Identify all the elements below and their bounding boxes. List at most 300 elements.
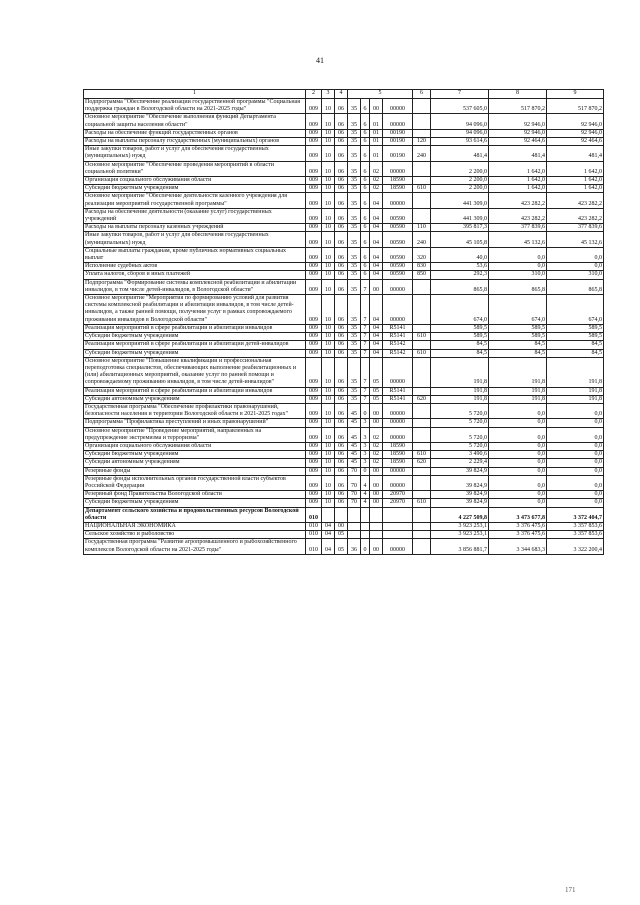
code-subsection-cell: 06 bbox=[335, 224, 348, 232]
code-section-cell: 10 bbox=[322, 419, 335, 427]
amount-2022-cell: 0,0 bbox=[489, 459, 547, 467]
code-section-cell: 10 bbox=[322, 99, 335, 114]
row-name-cell: Организация социального обслуживания области bbox=[84, 442, 306, 450]
code-admin-cell: 009 bbox=[306, 333, 322, 341]
row-name-cell: Субсидии бюджетным учреждениям bbox=[84, 451, 306, 459]
table-row bbox=[84, 114, 604, 129]
code-direction-cell: 18590 bbox=[383, 185, 413, 193]
amount-2022-cell: 481,4 bbox=[489, 146, 547, 161]
code-activity-cell: 04 bbox=[370, 295, 383, 325]
code-subprogram-cell: 6 bbox=[361, 208, 370, 223]
code-subsection-cell: 06 bbox=[335, 295, 348, 325]
row-name-cell: Основное мероприятие "Повышение квалификации и профессиональная переподготовка специалистов, обеспечивающих выполнение реабилитационных и (или) абилитационных мероприятий, оказание услуг по ранней помощи и сопровождаемому проживанию инвалидов, в том числе детей-инвалидов" bbox=[84, 357, 306, 387]
code-admin-cell: 010 bbox=[306, 531, 322, 539]
code-section-cell: 04 bbox=[322, 531, 335, 539]
code-subprogram-cell bbox=[361, 507, 370, 522]
code-direction-cell: R5141 bbox=[383, 324, 413, 332]
amount-2022-cell: 92 464,6 bbox=[489, 138, 547, 146]
table-row bbox=[84, 491, 604, 499]
code-subsection-cell: 06 bbox=[335, 263, 348, 271]
amount-2022-cell: 0,0 bbox=[489, 442, 547, 450]
code-expense-type-cell bbox=[413, 295, 431, 325]
code-direction-cell: 20970 bbox=[383, 499, 413, 507]
code-expense-type-cell: 110 bbox=[413, 224, 431, 232]
column-header: 5 bbox=[348, 90, 413, 99]
amount-2021-cell: 395 817,3 bbox=[431, 224, 489, 232]
code-activity-cell: 02 bbox=[370, 442, 383, 450]
code-activity-cell: 04 bbox=[370, 271, 383, 279]
row-name-cell: Основное мероприятие "Проведение мероприятий, направленных на предупреждение экстремизма и терроризма" bbox=[84, 427, 306, 442]
amount-2023-cell: 92 946,0 bbox=[547, 114, 604, 129]
code-activity-cell: 04 bbox=[370, 324, 383, 332]
code-section-cell: 10 bbox=[322, 403, 335, 418]
column-header: 7 bbox=[431, 90, 489, 99]
amount-2023-cell: 0,0 bbox=[547, 451, 604, 459]
code-subprogram-cell bbox=[361, 522, 370, 530]
code-expense-type-cell: 610 bbox=[413, 349, 431, 357]
amount-2022-cell: 3 376 475,6 bbox=[489, 531, 547, 539]
amount-2023-cell: 481,4 bbox=[547, 146, 604, 161]
code-direction-cell: R5141 bbox=[383, 333, 413, 341]
row-name-cell: Расходы на выплаты персоналу государственных (муниципальных) органов bbox=[84, 138, 306, 146]
code-subsection-cell: 06 bbox=[335, 146, 348, 161]
table-row bbox=[84, 324, 604, 332]
code-activity-cell: 04 bbox=[370, 247, 383, 262]
table-row bbox=[84, 161, 604, 176]
code-direction-cell: 00000 bbox=[383, 467, 413, 475]
code-program-cell: 35 bbox=[348, 324, 361, 332]
amount-2021-cell: 3 923 253,1 bbox=[431, 522, 489, 530]
table-row bbox=[84, 395, 604, 403]
amount-2023-cell: 0,0 bbox=[547, 467, 604, 475]
code-program-cell: 35 bbox=[348, 185, 361, 193]
amount-2021-cell: 537 605,0 bbox=[431, 99, 489, 114]
amount-2022-cell: 191,8 bbox=[489, 387, 547, 395]
code-section-cell bbox=[322, 507, 335, 522]
amount-2023-cell: 0,0 bbox=[547, 475, 604, 490]
code-subprogram-cell: 7 bbox=[361, 295, 370, 325]
code-admin-cell: 009 bbox=[306, 138, 322, 146]
code-section-cell: 10 bbox=[322, 224, 335, 232]
code-activity-cell: 00 bbox=[370, 475, 383, 490]
code-direction-cell: 00590 bbox=[383, 247, 413, 262]
row-name-cell: Субсидии бюджетным учреждениям bbox=[84, 499, 306, 507]
row-name-cell: Иные закупки товаров, работ и услуг для обеспечения государственных (муниципальных) нужд bbox=[84, 232, 306, 247]
code-program-cell: 35 bbox=[348, 129, 361, 137]
amount-2021-cell: 191,8 bbox=[431, 395, 489, 403]
code-program-cell: 35 bbox=[348, 349, 361, 357]
code-subprogram-cell: 3 bbox=[361, 451, 370, 459]
amount-2021-cell: 53,6 bbox=[431, 263, 489, 271]
table-row bbox=[84, 263, 604, 271]
column-header: 1 bbox=[84, 90, 306, 99]
code-expense-type-cell bbox=[413, 324, 431, 332]
amount-2022-cell: 310,0 bbox=[489, 271, 547, 279]
row-name-cell: Резервные фонды исполнительных органов государственной власти субъектов Российской Федерации bbox=[84, 475, 306, 490]
code-section-cell: 10 bbox=[322, 467, 335, 475]
table-row bbox=[84, 467, 604, 475]
row-name-cell: Государственная программа "Развитие агропромышленного и рыбохозяйственного комплексов Вологодской области на 2021-2025 годы" bbox=[84, 539, 306, 554]
amount-2023-cell: 589,5 bbox=[547, 333, 604, 341]
code-activity-cell: 04 bbox=[370, 208, 383, 223]
code-subprogram-cell: 3 bbox=[361, 427, 370, 442]
code-direction-cell: R5141 bbox=[383, 387, 413, 395]
amount-2023-cell: 517 870,2 bbox=[547, 99, 604, 114]
code-subsection-cell: 06 bbox=[335, 279, 348, 294]
code-section-cell: 10 bbox=[322, 185, 335, 193]
code-expense-type-cell bbox=[413, 279, 431, 294]
code-direction-cell: 00590 bbox=[383, 208, 413, 223]
code-expense-type-cell: 610 bbox=[413, 185, 431, 193]
code-admin-cell: 009 bbox=[306, 349, 322, 357]
code-subsection-cell: 06 bbox=[335, 99, 348, 114]
code-expense-type-cell: 830 bbox=[413, 263, 431, 271]
code-activity-cell: 00 bbox=[370, 419, 383, 427]
code-subprogram-cell: 6 bbox=[361, 232, 370, 247]
amount-2022-cell: 0,0 bbox=[489, 247, 547, 262]
amount-2021-cell: 5 720,0 bbox=[431, 427, 489, 442]
amount-2022-cell: 191,8 bbox=[489, 395, 547, 403]
code-subprogram-cell: 6 bbox=[361, 146, 370, 161]
amount-2023-cell: 3 357 853,6 bbox=[547, 531, 604, 539]
amount-2021-cell: 3 490,6 bbox=[431, 451, 489, 459]
code-subsection-cell: 06 bbox=[335, 161, 348, 176]
code-subsection-cell: 06 bbox=[335, 114, 348, 129]
code-subsection-cell: 06 bbox=[335, 357, 348, 387]
code-program-cell: 35 bbox=[348, 146, 361, 161]
amount-2021-cell: 292,3 bbox=[431, 271, 489, 279]
row-name-cell: Государственная программа "Обеспечение профилактики правонарушений, безопасности населения и территории Вологодской области в 2021-2025 годах" bbox=[84, 403, 306, 418]
amount-2023-cell: 45 132,6 bbox=[547, 232, 604, 247]
code-direction-cell: 00590 bbox=[383, 232, 413, 247]
code-section-cell: 10 bbox=[322, 427, 335, 442]
code-expense-type-cell: 610 bbox=[413, 499, 431, 507]
table-row bbox=[84, 499, 604, 507]
table-row bbox=[84, 138, 604, 146]
column-header: 2 bbox=[306, 90, 322, 99]
row-name-cell: Подпрограмма "Обеспечение реализации государственной программы "Социальная поддержка граждан в Вологодской области на 2021-2025 годы" bbox=[84, 99, 306, 114]
code-subprogram-cell: 6 bbox=[361, 247, 370, 262]
code-expense-type-cell bbox=[413, 539, 431, 554]
amount-2022-cell: 0,0 bbox=[489, 263, 547, 271]
code-direction-cell: 20970 bbox=[383, 491, 413, 499]
row-name-cell: Резервный фонд Правительства Вологодской области bbox=[84, 491, 306, 499]
amount-2021-cell: 3 856 881,7 bbox=[431, 539, 489, 554]
code-direction-cell: 18590 bbox=[383, 442, 413, 450]
row-name-cell: Расходы на обеспечение деятельности (оказание услуг) государственных учреждений bbox=[84, 208, 306, 223]
code-activity-cell: 00 bbox=[370, 403, 383, 418]
row-name-cell: Расходы на обеспечение функций государственных органов bbox=[84, 129, 306, 137]
code-section-cell: 10 bbox=[322, 232, 335, 247]
code-admin-cell: 009 bbox=[306, 271, 322, 279]
code-expense-type-cell bbox=[413, 403, 431, 418]
code-expense-type-cell bbox=[413, 531, 431, 539]
code-activity-cell bbox=[370, 507, 383, 522]
code-activity-cell: 04 bbox=[370, 232, 383, 247]
amount-2023-cell: 423 282,2 bbox=[547, 208, 604, 223]
table-row bbox=[84, 271, 604, 279]
row-name-cell: Подпрограмма "Формирование системы комплексной реабилитации и абилитации инвалидов, в том числе детей-инвалидов, в Вологодской области" bbox=[84, 279, 306, 294]
code-subprogram-cell: 6 bbox=[361, 129, 370, 137]
amount-2021-cell: 2 200,0 bbox=[431, 177, 489, 185]
code-admin-cell: 009 bbox=[306, 263, 322, 271]
code-program-cell: 70 bbox=[348, 467, 361, 475]
table-row bbox=[84, 403, 604, 418]
code-program-cell: 45 bbox=[348, 442, 361, 450]
code-program-cell: 35 bbox=[348, 99, 361, 114]
table-row bbox=[84, 146, 604, 161]
code-admin-cell: 009 bbox=[306, 146, 322, 161]
amount-2022-cell: 865,8 bbox=[489, 279, 547, 294]
code-section-cell: 10 bbox=[322, 349, 335, 357]
code-expense-type-cell: 610 bbox=[413, 333, 431, 341]
column-header: 9 bbox=[547, 90, 604, 99]
amount-2023-cell: 84,5 bbox=[547, 349, 604, 357]
amount-2021-cell: 5 720,0 bbox=[431, 419, 489, 427]
code-admin-cell: 009 bbox=[306, 99, 322, 114]
code-section-cell: 10 bbox=[322, 357, 335, 387]
code-direction-cell: 00190 bbox=[383, 129, 413, 137]
code-admin-cell: 009 bbox=[306, 451, 322, 459]
code-program-cell: 35 bbox=[348, 387, 361, 395]
code-subsection-cell: 06 bbox=[335, 395, 348, 403]
code-subprogram-cell: 0 bbox=[361, 403, 370, 418]
amount-2022-cell: 45 132,6 bbox=[489, 232, 547, 247]
code-subprogram-cell: 6 bbox=[361, 114, 370, 129]
code-section-cell: 10 bbox=[322, 475, 335, 490]
table-row bbox=[84, 129, 604, 137]
code-direction-cell: 00000 bbox=[383, 114, 413, 129]
code-admin-cell: 009 bbox=[306, 232, 322, 247]
row-name-cell: Реализация мероприятий в сфере реабилитации и абилитации детей-инвалидов bbox=[84, 341, 306, 349]
code-section-cell: 10 bbox=[322, 324, 335, 332]
code-section-cell: 10 bbox=[322, 114, 335, 129]
amount-2021-cell: 441 309,0 bbox=[431, 208, 489, 223]
code-admin-cell: 009 bbox=[306, 129, 322, 137]
amount-2021-cell: 45 105,8 bbox=[431, 232, 489, 247]
code-section-cell: 10 bbox=[322, 161, 335, 176]
amount-2022-cell: 0,0 bbox=[489, 403, 547, 418]
code-direction-cell: 00000 bbox=[383, 357, 413, 387]
amount-2023-cell: 3 357 853,6 bbox=[547, 522, 604, 530]
code-direction-cell: R5142 bbox=[383, 341, 413, 349]
code-expense-type-cell bbox=[413, 114, 431, 129]
amount-2021-cell: 39 824,9 bbox=[431, 491, 489, 499]
code-direction-cell bbox=[383, 522, 413, 530]
amount-2023-cell: 0,0 bbox=[547, 247, 604, 262]
code-admin-cell: 009 bbox=[306, 357, 322, 387]
table-row bbox=[84, 419, 604, 427]
code-section-cell: 10 bbox=[322, 247, 335, 262]
code-program-cell: 70 bbox=[348, 475, 361, 490]
code-expense-type-cell bbox=[413, 419, 431, 427]
code-admin-cell: 009 bbox=[306, 224, 322, 232]
code-activity-cell: 00 bbox=[370, 99, 383, 114]
code-subsection-cell: 06 bbox=[335, 333, 348, 341]
row-name-cell: Основное мероприятие "Обеспечение проведения мероприятий в области социальной политики" bbox=[84, 161, 306, 176]
header-row bbox=[84, 90, 604, 99]
code-subprogram-cell bbox=[361, 531, 370, 539]
code-subprogram-cell: 6 bbox=[361, 99, 370, 114]
amount-2022-cell: 191,8 bbox=[489, 357, 547, 387]
code-section-cell: 10 bbox=[322, 129, 335, 137]
code-subprogram-cell: 3 bbox=[361, 419, 370, 427]
code-subprogram-cell: 6 bbox=[361, 193, 370, 208]
code-subsection-cell: 06 bbox=[335, 247, 348, 262]
code-section-cell: 10 bbox=[322, 279, 335, 294]
code-direction-cell: R5141 bbox=[383, 395, 413, 403]
amount-2023-cell: 84,5 bbox=[547, 341, 604, 349]
row-name-cell: Основное мероприятие "Обеспечение выполнения функций Департамента социальной защиты населения области" bbox=[84, 114, 306, 129]
amount-2022-cell: 0,0 bbox=[489, 419, 547, 427]
table-row bbox=[84, 442, 604, 450]
code-section-cell: 10 bbox=[322, 295, 335, 325]
amount-2022-cell: 0,0 bbox=[489, 499, 547, 507]
amount-2021-cell: 94 096,0 bbox=[431, 129, 489, 137]
code-subprogram-cell: 4 bbox=[361, 491, 370, 499]
code-admin-cell: 009 bbox=[306, 247, 322, 262]
amount-2022-cell: 1 642,0 bbox=[489, 185, 547, 193]
table-row bbox=[84, 185, 604, 193]
code-subsection-cell: 05 bbox=[335, 539, 348, 554]
code-program-cell: 35 bbox=[348, 114, 361, 129]
code-subprogram-cell: 6 bbox=[361, 185, 370, 193]
amount-2021-cell: 191,8 bbox=[431, 357, 489, 387]
row-name-cell: Основное мероприятие "Обеспечение деятельности казенного учреждения для реализации мероприятий государственной программы" bbox=[84, 193, 306, 208]
amount-2023-cell: 310,0 bbox=[547, 271, 604, 279]
code-subsection-cell: 06 bbox=[335, 419, 348, 427]
code-activity-cell: 00 bbox=[370, 499, 383, 507]
table-row bbox=[84, 208, 604, 223]
code-subprogram-cell: 7 bbox=[361, 357, 370, 387]
table-row bbox=[84, 507, 604, 522]
code-direction-cell: 00000 bbox=[383, 279, 413, 294]
table-row bbox=[84, 224, 604, 232]
code-activity-cell: 04 bbox=[370, 193, 383, 208]
amount-2023-cell: 0,0 bbox=[547, 427, 604, 442]
code-admin-cell: 009 bbox=[306, 295, 322, 325]
code-program-cell: 35 bbox=[348, 138, 361, 146]
code-section-cell: 10 bbox=[322, 193, 335, 208]
amount-2022-cell: 0,0 bbox=[489, 467, 547, 475]
code-program-cell: 35 bbox=[348, 193, 361, 208]
amount-2021-cell: 865,8 bbox=[431, 279, 489, 294]
code-section-cell: 10 bbox=[322, 208, 335, 223]
code-direction-cell: 18590 bbox=[383, 451, 413, 459]
amount-2022-cell: 3 473 677,8 bbox=[489, 507, 547, 522]
row-name-cell: Субсидии бюджетным учреждениям bbox=[84, 185, 306, 193]
table-row bbox=[84, 459, 604, 467]
row-name-cell: Организация социального обслуживания области bbox=[84, 177, 306, 185]
amount-2021-cell: 3 923 253,1 bbox=[431, 531, 489, 539]
code-subsection-cell: 06 bbox=[335, 208, 348, 223]
row-name-cell: НАЦИОНАЛЬНАЯ ЭКОНОМИКА bbox=[84, 522, 306, 530]
amount-2021-cell: 191,8 bbox=[431, 387, 489, 395]
code-subsection-cell: 06 bbox=[335, 193, 348, 208]
amount-2023-cell: 92 464,6 bbox=[547, 138, 604, 146]
amount-2023-cell: 0,0 bbox=[547, 499, 604, 507]
row-name-cell: Исполнение судебных актов bbox=[84, 263, 306, 271]
column-header: 6 bbox=[413, 90, 431, 99]
code-direction-cell: 18590 bbox=[383, 459, 413, 467]
code-subsection-cell: 06 bbox=[335, 324, 348, 332]
code-activity-cell bbox=[370, 522, 383, 530]
amount-2023-cell: 3 322 200,4 bbox=[547, 539, 604, 554]
code-direction-cell: 00000 bbox=[383, 193, 413, 208]
code-section-cell: 04 bbox=[322, 522, 335, 530]
code-expense-type-cell: 240 bbox=[413, 146, 431, 161]
code-admin-cell: 010 bbox=[306, 539, 322, 554]
code-program-cell bbox=[348, 507, 361, 522]
amount-2022-cell: 0,0 bbox=[489, 427, 547, 442]
amount-2021-cell: 2 200,0 bbox=[431, 185, 489, 193]
code-subsection-cell: 06 bbox=[335, 271, 348, 279]
code-admin-cell: 009 bbox=[306, 403, 322, 418]
code-expense-type-cell bbox=[413, 522, 431, 530]
code-expense-type-cell bbox=[413, 161, 431, 176]
code-direction-cell: 00000 bbox=[383, 419, 413, 427]
code-subsection-cell: 06 bbox=[335, 467, 348, 475]
row-name-cell: Основное мероприятие "Мероприятия по формированию условий для развития системы комплексной реабилитации и абилитации инвалидов, в том числе детей-инвалидов, а также ранней помощи, получения услуг в рамках сопровождаемого проживания инвалидов в Вологодской области" bbox=[84, 295, 306, 325]
code-subsection-cell: 06 bbox=[335, 459, 348, 467]
code-section-cell: 10 bbox=[322, 395, 335, 403]
amount-2022-cell: 589,5 bbox=[489, 333, 547, 341]
code-expense-type-cell bbox=[413, 208, 431, 223]
code-admin-cell: 009 bbox=[306, 387, 322, 395]
code-admin-cell: 009 bbox=[306, 324, 322, 332]
amount-2023-cell: 92 946,0 bbox=[547, 129, 604, 137]
code-admin-cell: 009 bbox=[306, 475, 322, 490]
amount-2023-cell: 0,0 bbox=[547, 442, 604, 450]
code-subprogram-cell: 6 bbox=[361, 161, 370, 176]
row-name-cell: Субсидии бюджетным учреждениям bbox=[84, 333, 306, 341]
amount-2021-cell: 481,4 bbox=[431, 146, 489, 161]
amount-2021-cell: 674,0 bbox=[431, 295, 489, 325]
table-row bbox=[84, 357, 604, 387]
code-expense-type-cell bbox=[413, 507, 431, 522]
amount-2023-cell: 423 282,2 bbox=[547, 193, 604, 208]
code-activity-cell: 02 bbox=[370, 177, 383, 185]
code-subsection-cell: 06 bbox=[335, 387, 348, 395]
amount-2022-cell: 0,0 bbox=[489, 491, 547, 499]
code-subprogram-cell: 7 bbox=[361, 349, 370, 357]
column-header: 8 bbox=[489, 90, 547, 99]
code-admin-cell: 009 bbox=[306, 341, 322, 349]
amount-2021-cell: 39 824,9 bbox=[431, 467, 489, 475]
column-header: 3 bbox=[322, 90, 335, 99]
code-program-cell: 35 bbox=[348, 224, 361, 232]
code-subsection-cell: 06 bbox=[335, 403, 348, 418]
code-activity-cell: 05 bbox=[370, 395, 383, 403]
code-expense-type-cell bbox=[413, 357, 431, 387]
row-name-cell: Подпрограмма "Профилактика преступлений и иных правонарушений" bbox=[84, 419, 306, 427]
code-activity-cell: 00 bbox=[370, 467, 383, 475]
table-row bbox=[84, 232, 604, 247]
code-direction-cell: 00190 bbox=[383, 146, 413, 161]
code-direction-cell: R5142 bbox=[383, 349, 413, 357]
code-expense-type-cell bbox=[413, 177, 431, 185]
amount-2023-cell: 1 642,0 bbox=[547, 185, 604, 193]
row-name-cell: Расходы на выплаты персоналу казенных учреждений bbox=[84, 224, 306, 232]
code-expense-type-cell: 610 bbox=[413, 451, 431, 459]
amount-2022-cell: 1 642,0 bbox=[489, 177, 547, 185]
amount-2023-cell: 191,8 bbox=[547, 387, 604, 395]
code-section-cell: 10 bbox=[322, 341, 335, 349]
code-direction-cell: 00000 bbox=[383, 161, 413, 176]
table-row bbox=[84, 279, 604, 294]
code-activity-cell: 04 bbox=[370, 349, 383, 357]
code-activity-cell: 04 bbox=[370, 263, 383, 271]
